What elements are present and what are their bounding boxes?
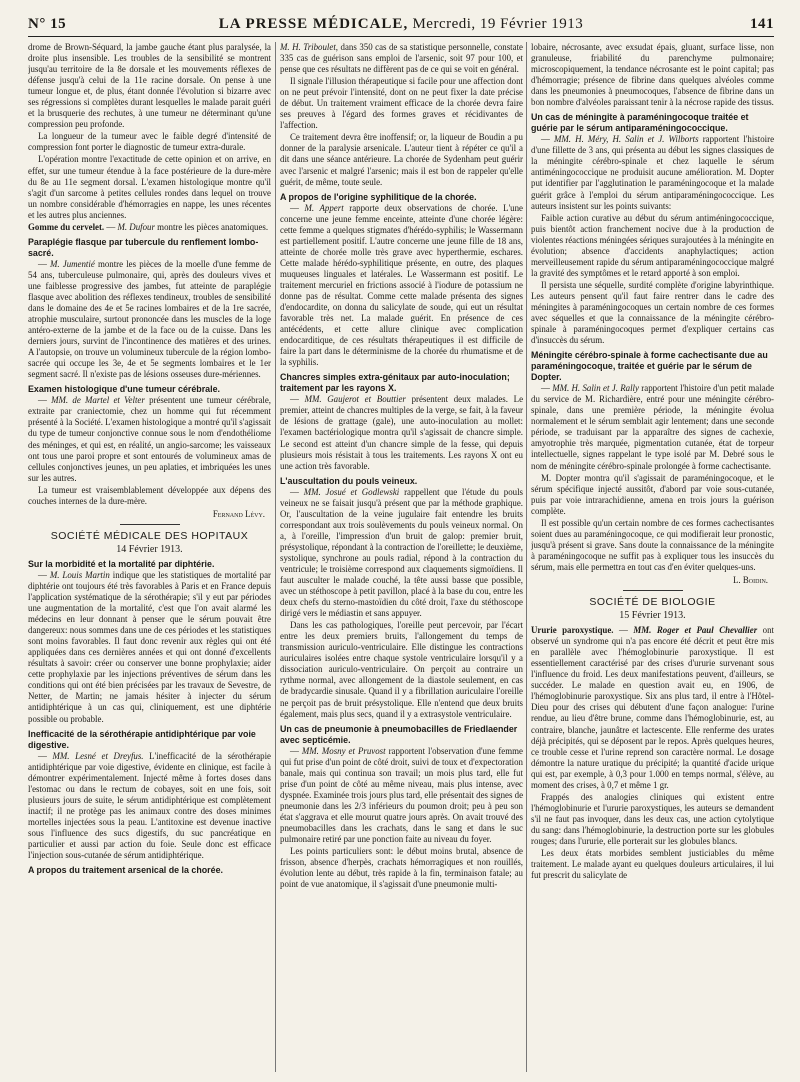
- session-date: 14 Février 1913.: [116, 543, 183, 555]
- author: M. Appert: [304, 202, 344, 213]
- column-1: [28, 42, 271, 1074]
- article-entry: — MM. H. Salin et J. Rally rapportent l'histoire d'un petit malade du service de M. Richardière, entré pour une méningite cérébro-spinale, dans une première période, la méningite évolua normalement et le sérum semblait agir lentement; dans une seconde période, se traduisant par la apparaître des signes de cachexie, amyotrophie très marquée, pigmentation cutanée, état de torpeur intellectuelle, signes rappelant le type isolé par M. Debré sous le nom de méningite cérébro-spinale prolongée à forme cachectisante.: [531, 383, 774, 471]
- article-text: rapporte deux observations de chorée. L'une concerne une jeune femme enceinte, atteinte d'une chorée légère: cette femme a quelques stigmates d'hérédo-syphilis; le Wassermann est partiellement positif. L'autre concerne une jeune fille de 18 ans, atteinte de chorée molle très grave avec hyperthermie, eschares. Cette malade hérédo-syphilitique présente, en outre, des plaques muqueuses linguales et latérales. Le Wassermann est positif. Le traitement mercuriel en frictions associé à l'iodure de potassium ne donne pas de résultat. Comme cette malade présenta des signes d'endocardite, on donna du salicylate de soude, qui eut un résultat favorable très net. La malade guérit. En présence de ces antécédents, et cette allure clinique avec complication endocarditique, de ces résultats thérapeutiques il est difficile de faire la part dans le déterminisme de la chorée du rhumatisme et de la syphilis.: [280, 202, 523, 368]
- page-number-left: N° 15: [28, 16, 67, 32]
- article-heading: Gomme du cervelet.: [28, 221, 105, 232]
- article-heading: Ururie paroxystique.: [531, 625, 614, 636]
- article-heading: Examen histologique d'une tumeur cérébrale.: [28, 384, 220, 395]
- article-heading: L'auscultation du pouls veineux.: [280, 475, 418, 486]
- author: MM. H. Méry, H. Salin et J. Wilborts: [554, 134, 699, 145]
- article-heading: Méningite cérébro-spinale à forme cachectisante due au paraméningocoque, traitée et guérie par le sérum de Dopter.: [531, 350, 768, 383]
- article-text: rapportent l'observation d'une femme qui fut prise d'un point de côté droit, suivi de toux et d'expectoration banale, mais qui continua son travail; un mois plus tard, elle fut prise d'un point de côté au même niveau, mais plus intense, avec dyspnée. Examinée trois jours plus tard, elle présentait des signes de pneumonie dans les 2/3 inférieurs du poumon droit; peu à peu son état s'aggrava et elle mourut quatre jours après. On avait trouvé des pneumobacilles dans les crachats, dans le sang et dans le suc pulmonaire retiré par une ponction faite au niveau du foyer.: [280, 745, 523, 844]
- paragraph: Il signale l'illusion thérapeutique si facile pour une affection dont on ne peut prévoir l'intensité, dont on ne peut fixer la date précise de début. Un traitement vraiment efficace de la chorée devra faire ses preuves à l'égard des formes graves et récidivantes de l'affection.: [280, 76, 523, 131]
- paragraph: Les deux états morbides semblent justiciables du même traitement. Le malade ayant eu quelques douleurs articulaires, il lui fut prescrit du salicylate de: [531, 848, 774, 881]
- paragraph: L'opération montre l'exactitude de cette opinion et on arrive, en effet, sur une tumeur étendue à la face postérieure de la dure-mère du 8e au 11e segment dorsal. L'examen histologique montre qu'il s'agit d'un sarcome à petites cellules rondes dans lequel on trouve un nombre considérable d'hémorragies en nappe, les unes récentes et les autres plus anciennes.: [28, 154, 271, 220]
- author: MM. Josué et Godlewski: [303, 486, 400, 497]
- article-entry: — M. Jumentié montre les pièces de la moelle d'une femme de 54 ans, tuberculeuse pulmonaire, qui, après des douleurs vives et une faiblesse progressive des jambes, fut atteinte de paraplégie flasque avec abolition des réflexes tendineux, troubles de sensibilité dans le domaine des 4e et 5e racines lombaires et de la 1re sacrée, atrophie musculaire, surtout prononcée dans les muscles de la loge antéro-externe de la jambe et de la face ou de la cuisse. Dans les derniers jours, survint de l'incontinence des matières et des urines. A l'autopsie, on trouve un volumineux tubercule de la région lombo-sacrée qui occupe les 3e, 4e et 5e segments lombaires et le 1er segment sacré. Il n'existe pas de lésions osseuses dure-mériennes.: [28, 258, 271, 380]
- article-text: ont observé un syndrome qui n'a pas encore été décrit et peut être mis en parallèle avec l'hémoglobinurie paroxystique. Il est essentiellement caractérisé par des crises d'ururie survenant sous l'influence du froid. Les deux manifestations peuvent, d'ailleurs, se succéder. Le malade en question avait eu, en 1906, de l'hémoglobinurie paroxystique. Six ans plus tard, il entre à l'Hôtel-Dieu pour des crises qui débutent d'une façon analogue: l'urine rendue, au lieu d'être brune, comme dans l'hémoglobinurie, est, au contraire, blanche, jaunâtre et lactescente. Elle renferme des urates déjà précipités, qui se déposent par le repos. Après quelques heures, ce trouble cesse et l'urine reprend son caractère normal. Le dosage démontre la nature uratique du précipité; la quantité d'acide urique qui est, par exemple, à 0,3 pour 1.000 en temps normal, s'élève, au moment des crises, à 0,7 et même 1 gr.: [531, 625, 774, 790]
- article-text: montre les pièces de la moelle d'une femme de 54 ans, tuberculeuse pulmonaire, qui, après des douleurs vives et une faiblesse progressive des jambes, fut atteinte de paraplégie flasque avec abolition des réflexes tendineux, troubles de sensibilité dans le domaine des 4e et 5e racines lombaires et de la 1re sacrée, atrophie musculaire, surtout prononcée dans les muscles de la loge antéro-externe de la jambe et de la face ou de la cuisse. Dans les derniers jours, survint de l'incontinence des matières et des urines. A l'autopsie, on trouve un volumineux tubercule de la région lombo-sacrée qui occupe les 3e, 4e et 5e segments lombaires et le 1er segment sacré. Il n'existe pas de lésions osseuses dure-mériennes.: [28, 258, 271, 380]
- paragraph: La longueur de la tumeur avec le faible degré d'intensité de compression font porter le diagnostic de tumeur extra-durale.: [28, 131, 271, 153]
- author: M. Dufour: [117, 221, 155, 232]
- page-header: [28, 14, 774, 37]
- article-entry: — MM. H. Méry, H. Salin et J. Wilborts rapportent l'histoire d'une fillette de 3 ans, qui présenta au début les signes classiques de la méningite cérébro-spinale et chez laquelle le sérum antiméningococcique ne produisit aucune amélioration. M. Dopter put identifier par l'agglutination le paraméningocoque et la malade guérit grâce à l'emploi du sérum antiparaméningococcique. Les auteurs insistent sur les points suivants:: [531, 134, 774, 211]
- page-number-right: 141: [750, 16, 774, 32]
- paragraph: Frappés des analogies cliniques qui existent entre l'hémoglobinurie et l'ururie paroxystiques, les auteurs se demandent s'il ne faut pas invoquer, dans les deux cas, une action cytolytique du sang: dans l'hémoglobinurie, la destruction porte sur les globules rouges; dans l'ururie, elle porterait sur les globules blancs.: [531, 791, 774, 846]
- article-heading: Inefficacité de la sérothérapie antidiphtérique par voie digestive.: [28, 728, 256, 750]
- article-text: L'inefficacité de la sérothérapie antidiphtérique par voie digestive, évidente en clinique, est facile à démontrer expérimentalement. Injecté même à fortes doses dans l'estomac ou dans le rectum de cobayes, soit en une fois, soit plusieurs jours de suite, le sérum antidiphtérique est complètement inactif; il ne protège pas les animaux contre des doses minimes mortelles injectées sous la peau. L'antitoxine est devenue inactive sous l'influence des sucs digestifs, du suc pancréatique en particulier et aussi par action du foie. Seule donc est efficace l'injection sous-cutanée de sérum antidiphtérique.: [28, 750, 271, 860]
- article-heading: A propos du traitement arsenical de la chorée.: [28, 865, 223, 876]
- article-entry: — MM. Gaujerot et Bouttier présentent deux malades. Le premier, atteint de chancres multiples de la verge, se fait, à la faveur de lésions de grattage (gale), une auto-inoculation au mollet: l'examen bactériologique montra qu'il s'agissait de chancre simple. Le second est atteint d'un chancre simple de la fesse, qui depuis plusieurs mois résistait à tous les traitements. Les rayons X ont eu une action très favorable.: [280, 394, 523, 471]
- signature: Fernand Lévy.: [212, 508, 265, 519]
- article-heading: Sur la morbidité et la mortalité par diphtérie.: [28, 558, 215, 569]
- paragraph: Il est possible qu'un certain nombre de ces formes cachectisantes soient dues au paraméningocoque, ce qui modifierait leur pronostic, jusqu'à présent si grave. Sans doute la connaissance de la méningite à paraméningocoque ne suffit pas à expliquer tous les insuccès du sérum, mais elle permettra en tout cas d'en éviter quelques-uns.: [531, 517, 774, 572]
- article-text: rappellent que l'étude du pouls veineux ne se faisait jusqu'à présent que par la méthode graphique. Or, l'auscultation de la veine jugulaire fait entendre les bruits correspondant aux trois soulèvements du pouls veineux normal. On a, à l'oreille, l'impression d'un bruit de galop: premier bruit, présystolique, répondant à la contraction de l'oreillette; le deuxième, systolique, synchrone au pouls radial, répond à la contraction du ventricule; le troisième correspond aux claquements sigmoïdiens. Il faut ausculter le malade couché, la tête aussi basse que possible, avec un stéthoscope à petit pavillon, placé à la base du cou, entre les deux chefs du sterno-mastoïdien du côté droit, l'axe du stéthoscope dirigé vers le médiastin et sans appuyer.: [280, 486, 523, 619]
- article-entry: — MM. Mosny et Pruvost rapportent l'observation d'une femme qui fut prise d'un point de côté droit, suivi de toux et d'expectoration banale, mais qui continua son travail; un mois plus tard, elle fut prise d'un point de côté au même niveau, mais plus intense, avec dyspnée. Examinée trois jours plus tard, elle présentait des signes de pneumonie dans les 2/3 inférieurs du poumon droit; peu à peu son état s'aggrava et elle mourut quatre jours après. On avait trouvé des pneumobacilles dans les crachats, dans le sang et dans le suc pulmonaire retiré par une ponction faite au niveau du foyer.: [280, 745, 523, 844]
- paragraph: La tumeur est vraisemblablement développée aux dépens des couches internes de la dure-mère.: [28, 484, 271, 506]
- author: MM. de Martel et Velter: [51, 395, 145, 406]
- paragraph: Il persista une séquelle, surdité complète d'origine labyrinthique. Les auteurs pensent qu'il faut faire rentrer dans le cadre des méningites à paraméningocoques un certain nombre de ces formes avec séquelles et que la connaissance de la méningite cérébro-spinale à paraméningocoques permet d'expliquer certains cas d'insuccès du sérum.: [531, 279, 774, 346]
- author: MM. H. Salin et J. Rally: [552, 383, 639, 394]
- author: MM. Gaujerot et Bouttier: [304, 394, 406, 405]
- article-heading: Un cas de pneumonie à pneumobacilles de Friedlaender avec septicémie.: [280, 723, 518, 745]
- journal-masthead: [28, 16, 774, 33]
- article-heading: A propos de l'origine syphilitique de la chorée.: [280, 191, 477, 202]
- article-entry: Ururie paroxystique. — MM. Roger et Paul Chevallier ont observé un syndrome qui n'a pas encore été décrit et peut être mis en parallèle avec l'hémoglobinurie paroxystique. Il est essentiellement caractérisé par des crises d'ururie survenant sous l'influence du froid. Les deux manifestations peuvent, d'ailleurs, se succéder. Le malade en question avait eu, en 1906, de l'hémoglobinurie paroxystique. Six ans plus tard, il entre à l'Hôtel-Dieu pour des crises qui débutent d'une façon analogue: l'urine rendue, au lieu d'être brune, comme dans l'hémoglobinurie, est, au contraire, blanche, jaunâtre et lactescente. Elle renferme des urates déjà précipités, qui se déposent par le repos. Après quelques heures, ce trouble cesse et l'urine reprend son caractère normal. Le dosage démontre la nature uratique du précipité; la quantité d'acide urique qui est, par exemple, à 0,3 pour 1.000 en temps normal, s'élève, au moment des crises, à 0,7 et même 1 gr.: [531, 625, 774, 790]
- article-entry: — M. Louis Martin indique que les statistiques de mortalité par diphtérie ont toujours été très favorables à Paris et en France depuis l'application systématique de la sérothérapie; s'il y eut par périodes une augmentation de la mortalité, c'est que l'on avait alarmé les médecins en leur donnant à penser que le sérum pouvait être dangereux: nous sommes dans une de ces périodes et les statistiques sont moins favorables. Il faut donc revenir aux règles qui ont été appliquées dans ces dernières années et qui ont donné d'excellents résultats à savoir: créer ou conserver une bonne prophylaxie; aider cette prophylaxie par les injections préventives de sérum dans les conditions qui ont été bien précisées par les travaux de Sevestre, de Netter, de Martin; ne jamais hésiter à injecter du sérum antidiphtérique à un cas qui, cliniquement, est une diphtérie possible ou probable.: [28, 569, 271, 724]
- article-entry: — MM. Josué et Godlewski rappellent que l'étude du pouls veineux ne se faisait jusqu'à présent que par la méthode graphique. Or, l'auscultation de la veine jugulaire fait entendre les bruits correspondant aux trois soulèvements du pouls veineux normal. On a, à l'oreille, l'impression d'un bruit de galop: premier bruit, présystolique, répondant à la contraction de l'oreillette; le deuxième, systolique, synchrone au pouls radial, répond à la contraction du ventricule; le troisième correspond aux claquements sigmoïdiens. Il faut ausculter le malade couché, la tête aussi basse que possible, avec un stéthoscope à petit pavillon, placé à la base du cou, entre les deux chefs du sterno-mastoïdien du côté droit, l'axe du stéthoscope dirigé vers le médiastin et sans appuyer.: [280, 486, 523, 619]
- author: MM. Roger et Paul Chevallier: [633, 625, 758, 636]
- society-heading: SOCIÉTÉ MÉDICALE DES HOPITAUX: [50, 529, 249, 542]
- paragraph: drome de Brown-Séquard, la jambe gauche étant plus paralysée, la droite plus insensible. Les troubles de la sensibilité se montrent jusqu'au territoire de la 8e dorsale et les mouvements réflexes de défense jusqu'à celui de la 11e racine dorsale. On pense à une tumeur longue et, de plus, étant donnée l'évolution si bizarre avec ses régressions si complètes durant lesquelles le malade parait guéri et la brusquerie des rechutes, à une tumeur ne déterminant qu'une compression peu profonde.: [28, 42, 271, 130]
- article-entry: — MM. de Martel et Velter présentent une tumeur cérébrale, extraite par craniectomie, chez un homme qui fut récemment présenté à la Société. L'examen histologique a montré qu'il s'agissait du type de tumeur conjonctive connue sous le nom d'endothéliome des méninges, et qui est, en réalité, un angio-sarcome; les vaisseaux ont tous une paroi propre et sont entourés de volumineux amas de cellules conjonctives jeunes, un peu aplaties, et imbriquées les unes sur les autres.: [28, 395, 271, 483]
- article-entry: Gomme du cervelet. — M. Dufour montre les pièces anatomiques.: [28, 221, 269, 232]
- paragraph: Les points particuliers sont: le début moins brutal, absence de frisson, absence d'herpès, crachats hémorragiques et non rouillés, évolution lente au début, très rapide à la fin, terminaison fatale; au point de vue anatomique, il s'agissait d'une pneumonie multi-: [280, 846, 523, 890]
- paragraph: M. Dopter montra qu'il s'agissait de paraméningocoque, et le sérum spécifique injecté aussitôt, d'abord par voie sous-cutanée, puis par voie intrarachidienne, amena en trois jours la guérison complète.: [531, 472, 774, 516]
- paragraph: Dans les cas pathologiques, l'oreille peut percevoir, par l'écart entre les deux premiers bruits, l'allongement du temps de transmission auriculo-ventriculaire. Elle distingue les contractions auriculaires isolées entre chaque systole ventriculaire lorsqu'il y a dissociation auriculo-ventriculaire. On perçoit au contraire un rythme normal, avec allongement de la diastole seulement, en cas de bradycardie sinusale. Quand il y a fibrillation auriculaire l'oreille ne perçoit pas de bruit présystolique. Elle n'entend que deux bruits également, mais plus secs, quand il y a extrasystole ventriculaire.: [280, 620, 523, 719]
- article-heading: Un cas de méningite à paraméningocoque traitée et guérie par le sérum antiparaméningococcique.: [531, 112, 749, 134]
- session-date: 15 Février 1913.: [619, 610, 686, 622]
- article-entry: [280, 42, 523, 75]
- article-text: présentent une tumeur cérébrale, extraite par craniectomie, chez un homme qui fut récemment présenté à la Société. L'examen histologique a montré qu'il s'agissait du type de tumeur conjonctive connue sous le nom d'endothéliome des méninges, et qui est, en réalité, un angio-sarcome; les vaisseaux ont tous une paroi propre et sont entourés de volumineux amas de cellules conjonctives jeunes, un peu aplaties, et imbriquées les unes sur les autres.: [28, 395, 271, 483]
- article-entry: — M. Appert rapporte deux observations de chorée. L'une concerne une jeune femme enceinte, atteinte d'une chorée légère: cette femme a quelques stigmates d'hérédo-syphilis; le Wassermann est partiellement positif. L'autre concerne une jeune fille de 18 ans, atteinte de chorée molle très grave avec hyperthermie, eschares. Cette malade hérédo-syphilitique présente, en outre, des plaques muqueuses linguales et latérales. Le Wassermann est positif. Le traitement mercuriel en frictions associé à l'iodure de potassium ne donne pas de résultat. Comme cette malade présenta des signes d'endocardite, on donna du salicylate de soude, qui eut un résultat favorable très net. La malade guérit. En présence de ces antécédents, et cette allure clinique avec complication endocarditique, de ces résultats thérapeutiques il est difficile de faire la part dans le déterminisme de la chorée du rhumatisme et de la syphilis.: [280, 202, 523, 368]
- author: M. Louis Martin: [49, 569, 110, 580]
- column-divider: [275, 42, 276, 1072]
- author: M. Jumentié: [50, 258, 95, 269]
- section-divider: [120, 524, 180, 525]
- article-text: dans 350 cas de sa statistique personnelle, constate 335 cas de guérison sans emploi de l'arsenic, soit 97 pour 100, et pense que ces résultats ne diffèrent pas de ce qui se voit en général.: [280, 42, 523, 75]
- article-entry: — MM. Lesné et Dreyfus. L'inefficacité de la sérothérapie antidiphtérique par voie digestive, évidente en clinique, est facile à démontrer expérimentalement. Injecté même à fortes doses dans l'estomac ou dans le rectum de cobayes, soit en une fois, soit plusieurs jours de suite, le sérum antidiphtérique est complètement inactif; il ne protège pas les animaux contre des doses minimes mortelles injectées sous la peau. L'antitoxine est devenue inactive sous l'influence des sucs digestifs, du suc pancréatique en particulier et aussi par action du foie. Seule donc est efficace l'injection sous-cutanée de sérum antidiphtérique.: [28, 750, 271, 860]
- author: MM. Mosny et Pruvost: [301, 745, 386, 756]
- society-heading: SOCIÉTÉ DE BIOLOGIE: [589, 596, 716, 609]
- article-text: présentent deux malades. Le premier, atteint de chancres multiples de la verge, se fait, à la faveur de lésions de grattage (gale), une auto-inoculation au mollet: l'examen bactériologique montra qu'il s'agissait de chancre simple. Le second est atteint d'un chancre simple de la fesse, qui depuis plusieurs mois résistait à tous les traitements. Les rayons X ont eu une action très favorable.: [280, 394, 523, 471]
- article-text: indique que les statistiques de mortalité par diphtérie ont toujours été très favorables à Paris et en France depuis l'application systématique de la sérothérapie; s'il y eut par périodes une augmentation de la mortalité, c'est que l'on avait alarmé les médecins en leur donnant à penser que le sérum pouvait être dangereux: nous sommes dans une de ces périodes et les statistiques sont moins favorables. Il faut donc revenir aux règles qui ont été appliquées dans ces dernières années et qui ont donné d'excellents résultats à savoir: créer ou conserver une bonne prophylaxie; aider cette prophylaxie par les injections préventives de sérum dans les conditions qui ont été bien précisées par les travaux de Sevestre, de Netter, de Martin; ne jamais hésiter à injecter du sérum antidiphtérique à un cas qui, cliniquement, est une diphtérie possible ou probable.: [28, 569, 271, 724]
- article-text: rapportent l'histoire d'une fillette de 3 ans, qui présenta au début les signes classiques de la méningite cérébro-spinale et chez laquelle le sérum antiméningococcique ne produisit aucune amélioration. M. Dopter put identifier par l'agglutination le paraméningocoque et la malade guérit grâce à l'emploi du sérum antiparaméningococcique. Les auteurs insistent sur les points suivants:: [531, 134, 774, 211]
- column-divider: [526, 42, 527, 1072]
- author: MM. Lesné et Dreyfus.: [52, 750, 144, 761]
- issue-date: Mercredi, 19 Février 1913: [412, 16, 584, 32]
- column-2: [280, 42, 523, 1074]
- paragraph: Ce traitement devra être inoffensif; or, la liqueur de Boudin a pu donner de la paralysie arsenicale. L'auteur tient à répéter ce qu'il a dit dans une séance antérieure. La chorée de Sydenham peut guérir avec l'arsenic et malgré l'arsenic; mais il est bon de rappeler qu'elle guérit, de même, toute seule.: [280, 132, 523, 187]
- paragraph: lobaire, nécrosante, avec exsudat épais, gluant, surface lisse, non granuleuse, friabilité du parenchyme pulmonaire; microscopiquement, la tendance nécrosante est le point capital; pas d'hémorragie; présence de fibrine dans quelques alvéoles comme dans les pneumonies à pneumocoques, l'absence de fibrine dans un bon nombre d'alvéoles paraissant tenir à la nécrose rapide des tissus.: [531, 42, 774, 108]
- article-text: montre les pièces anatomiques.: [157, 221, 269, 232]
- article-heading: Paraplégie flasque par tubercule du renflement lombo-sacré.: [28, 236, 259, 258]
- article-heading: Chancres simples extra-génitaux par auto-inoculation; traitement par les rayons X.: [280, 372, 510, 394]
- article-text: rapportent l'histoire d'un petit malade du service de M. Richardière, entré pour une méningite cérébro-spinale, dans une première période, la méningite évolua normalement et le sérum semblait agir lentement; dans une seconde période, se traduisant par la apparaître des signes de cachexie, amyotrophie très marquée, pigmentation cutanée, état de torpeur intellectuelle, signes rappelant le type isolé par M. Debré sous le nom de méningite cérébro-spinale prolongée à forme cachectisante.: [531, 383, 774, 471]
- journal-title: LA PRESSE MÉDICALE,: [218, 16, 409, 32]
- section-divider: [623, 590, 683, 591]
- column-3: [531, 42, 774, 1074]
- signature: L. Boidin.: [733, 574, 768, 585]
- author: M. H. Triboulet,: [280, 42, 339, 52]
- paragraph: Faible action curative au début du sérum antiméningococcique, puis bientôt action franchement nocive due à la production de violentes réactions méningées sériques surajoutées à la méningite en évolution; absence d'accidents anaphylactiques; action merveilleusement rapide du sérum antiparaméningococcique malgré la gravité des symptômes et le retard apporté à son emploi.: [531, 212, 774, 278]
